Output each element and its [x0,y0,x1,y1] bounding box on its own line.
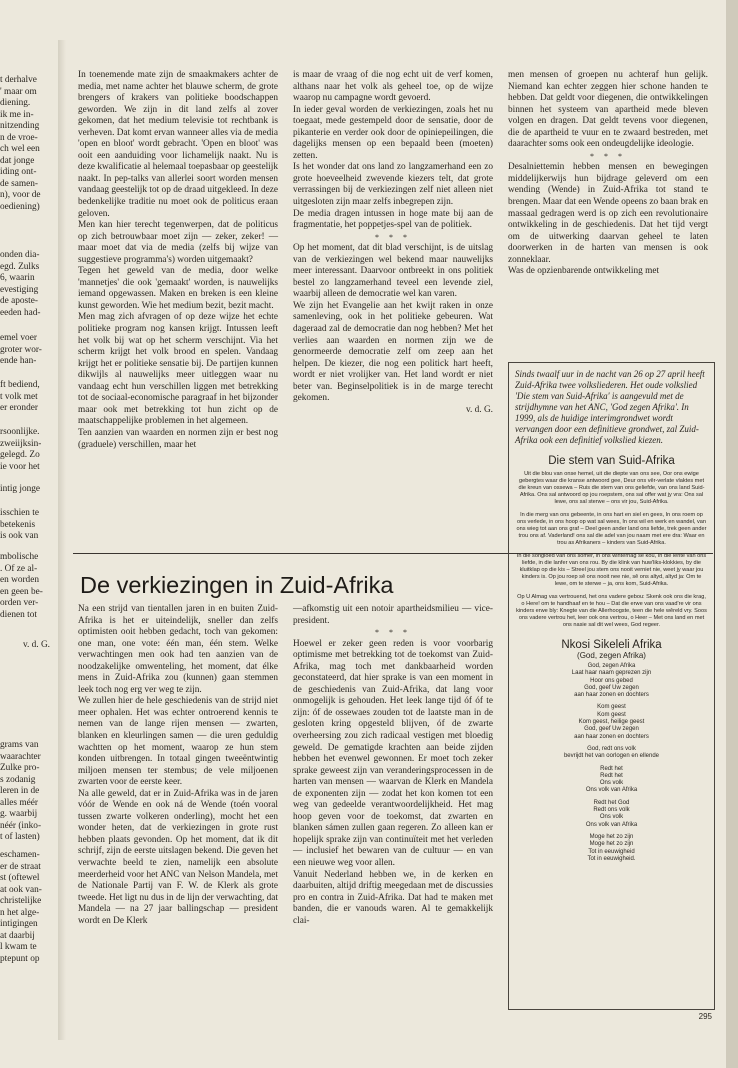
fragment-line: n de vroe- [0,132,38,143]
fragment-line: diening. [0,98,31,109]
nkosi-line: Ons volk van Afrika [585,821,638,828]
fragment-top [0,75,56,214]
nkosi-line: aan haar zonen en dochters [574,733,649,740]
paragraph: Men kan hier terecht tegenwerpen, dat de politicus op zich betrouwbaar moet zijn — zeker, zeker! — maar moet dat via de media (zelfs bij wijze van suggestieve programma's) worden uitgemaakt? [78,220,278,265]
anthem-title-nkosi: Nkosi Sikeleli Afrika [561,639,662,651]
fragment-line: n), voor de [0,190,41,201]
page-number: 295 [698,1012,712,1021]
fragment-line: t volk met [0,391,38,402]
fragment-line: ft bediend, [0,380,40,390]
nkosi-line: Ons volk [599,780,624,787]
nkosi-stanza [509,800,714,829]
fragment-line: mbolische [0,552,39,562]
fragment-mid4 [0,427,56,473]
nkosi-line: God, geef Uw zegen [584,726,639,733]
anthem-subtitle-nkosi: (God, zegen Afrika) [577,651,646,660]
fragment-low2 [0,850,56,965]
article-headline: De verkiezingen in Zuid-Afrika [80,572,394,598]
fragment-line: leren in de [0,786,40,797]
nkosi-line: Kom geest, heilige geest [578,719,645,726]
nkosi-line: bevrijdt het van oorlogen en ellende [563,753,660,760]
fragment-line: eschamen- [0,850,40,860]
section-separator-stars: * * * [375,628,411,638]
nkosi-stanza [509,663,714,699]
fragment-line: t derhalve [0,75,37,85]
fragment-line: néér (inko- [0,820,42,831]
anthem-intro: Sinds twaalf uur in de nacht van 26 op 27 april heeft Zuid-Afrika twee volksliederen. Het oude volkslied 'Die stem van Suid-Afrika' is aangevuld met de strijdhymne van het ANC, 'God zegen Afrika'. In 1999, als de huidige interimgrondwet wordt vervangen door een definitieve grondwet, zal Zuid-Afrika ook een definitief volkslied kiezen. [515,369,705,445]
fragment-line: ch wel een [0,144,40,155]
fragment-line: ie voor het [0,461,40,472]
paragraph: In ieder geval worden de verkiezingen, zoals het nu toegaat, mede gestempeld door de sensatie, door de pikanterie en verder ook door de opiniepeilingen, die dagelijks mensen op een bepaald been (moeten) zetten. [293,104,493,161]
paragraph: In toenemende mate zijn de smaakmakers achter de media, met name achter het blauwe scherm, de grote brengers of krakers van politieke boodschappen geworden. We zijn in dit land zelfs al zover gekomen, dat het medium televisie tot rechtbank is verheven. Dat komt ervan wanneer alles via de media 'open en bloot' wordt gebracht. 'Open en bloot' was ooit een aanduiding voor lichamelijk naakt. Nu is deze kwalificatie al helemaal toepasbaar op geestelijk naakt. In pep-talks van allerlei soort worden mensen vandaag geestelijk tot op de draad uitgekleed. In deze bedenkelijke traditie nu moet ook de politicus eraan geloven. [78,70,278,219]
paragraph: We zijn het Evangelie aan het kwijt raken in onze samenleving, ook in het politieke gebeuren. Wat dageraad zal de democratie dan nog hebben? Met het verlies aan waarden en normen zijn we de genormeerde democratie zelf om zeep aan het helpen. De kiezer, die nog een politick hart heeft, wordt er niet vrolijker van. Het land wordt er niet beter van. Beginselpolitiek is in de marge terecht gekomen. [293,300,493,404]
fragment-mid5 [0,484,56,496]
fragment-line: dat jonge [0,155,35,166]
anthem-sidebar-box [508,362,715,1010]
nkosi-line: Moge het zo zijn [589,841,634,848]
nkosi-line: Tot in eeuwigheid [588,848,635,855]
paragraph: Tegen het geweld van de media, door welke 'mannetjes' die ook 'gemaakt' worden, is nauwelijks iemand opgewassen. Maken en breken is een kleine kunst geworden. Wie het medium bezit, bezit macht. [78,266,278,311]
nkosi-stanza [509,766,714,795]
paragraph: —afkomstig uit een notoir apartheidsmilieu — vice-president. [293,604,493,626]
fragment-line: en worden [0,575,39,586]
fragment-mid6 [0,508,56,543]
fragment-line: de samen- [0,178,38,189]
fragment-line: alles méér [0,797,38,808]
fragment-line: iding ont- [0,167,37,178]
paragraph: Desalniettemin hebben mensen en bewegingen middelijkerwijs hun bijdrage geleverd om een wending (Wende) in Zuid-Afrika tot stand te brengen. Maar dat een Wende opeens zo baan brak en massaal gedragen werd is op zich een revolutionaire ontwikkeling in de geschiedenis. Dat het tijd vergt om de uitwerking daarvan geheel te laten doorwerken in de harten van mensen is ook zonneklaar. [508,162,708,265]
paragraph: Vanuit Nederland hebben we, in de kerken en daarbuiten, altijd driftig meegedaan met de discussies pro en contra in Zuid-Afrika. Dat had te maken met banden, die er vanouds waren. Al te gemakkelijk clai- [293,869,493,926]
nkosi-line: Redt het God [593,799,630,806]
fragment-line: er de straat [0,861,41,872]
fragment-line: at ook van- [0,884,42,895]
nkosi-line: Kom geest [597,711,626,718]
fragment-line: is ook van [0,531,39,542]
sa-article-column-3 [508,70,708,278]
fragment-line: . Of ze al- [0,563,38,574]
fragment-line: Zulke pro- [0,763,40,774]
nkosi-line: Tot in eeuwigheid. [587,855,636,862]
paragraph: Is het wonder dat ons land zo langzamerhand een zo grote hoeveelheid zwevende kiezers telt, dat grote verrassingen bij de verkiezingen zelf niet alleen niet uitgesloten zijn maar zelfs inbegrepen zijn. [293,162,493,208]
nkosi-line: Kom geest [597,704,626,711]
nkosi-line: God, redt ons volk [587,745,636,752]
fragment-line: n het alge- [0,907,40,918]
fragment-line: er eronder [0,403,38,414]
section-separator-stars: * * * [590,151,626,161]
fragment-line: s zodanig [0,774,36,785]
paragraph: Op het moment, dat dit blad verschijnt, is de uitslag van de verkiezingen wel bekend maar nauwelijks meer interessant. Daarvoor ontbreekt in ons politiek bestel zo langzamerhand teveel een levende ziel, waarbij alleen de democratie wel kan varen. [293,243,493,300]
section-separator-stars: * * * [375,232,411,242]
nkosi-line: aan haar zonen en dochters [574,692,649,699]
fragment-line: waarachter [0,751,41,762]
fragment-line: 6, waarin [0,273,35,284]
nkosi-line: Ons volk van Afrika [585,787,638,794]
paragraph: Ten aanzien van waarden en normen zijn er best nog (graduele) verschillen, maar het [78,427,278,450]
fragment-line: st (oftewel [0,873,40,884]
sa-article-column-1 [78,604,278,927]
fragment-line: grams van [0,740,39,750]
fragment-line: eeden had- [0,307,41,318]
nkosi-line: God, zegen Afrika [587,663,636,669]
nkosi-line: Moge het zo zijn [589,833,634,840]
anthem-stanza: In die merg van ons gebeente, in ons hart en siel en gees, In ons roem op ons verlede, in ons hoop op wat sal wees, In ons wil en werk en wandel, van ons wieg tot aan ons graf – Deel geen ander land ons liefde, trek geen ander trou ons af. Vaderland! ons sal die adel van jou naam met ere dra: Waar en trou as Afrikaners – kinders van Suid-Afrika. [516,512,707,546]
fragment-line: en geen be- [0,586,43,597]
fragment-line: t of lasten) [0,832,40,843]
fragment-line: rsoonlijke. [0,427,40,437]
binding-edge [726,0,738,1068]
fragment-line: emel voer [0,333,37,343]
paragraph: Na een strijd van tientallen jaren in en buiten Zuid-Afrika is het er uiteindelijk, sneller dan zelfs optimisten ooit hebben gedacht, toch van gekomen: one man, one vote: één man, één stem. Welke verwachtingen men ook had ten aanzien van de noodzakelijke omwenteling, het moment, dat élke mens in Zuid-Afrika zou (kunnen) gaan stemmen leek toch nog erg ver weg te zijn. [78,604,278,695]
media-article-column-2 [293,70,493,416]
paragraph: Men mag zich afvragen of op deze wijze het echte politieke program nog kansen krijgt. Intussen leeft het volk bij wat op het scherm verschijnt. Via het scherm krijgt het volk brood en spelen. Vandaag krijgt het er politieke sensatie bij. De partijen kunnen dikwijls al nauwelijks meer uitleggen waar nu vandaag echt hun verschillen liggen met betrekking tot de sociaal-economische paragraaf in het bijzonder maar ook met betrekking tot hun zicht op de maatschappelijke problemen in het algemeen. [78,312,278,427]
nkosi-line: Redt het [600,765,623,772]
fragment-line: isschien te [0,508,39,518]
media-article-column-1 [78,70,278,451]
fragment-line: at daarbij [0,930,35,941]
fragment-line: ptepunt op [0,953,40,964]
nkosi-line: Hoor ons gebed [590,677,633,684]
nkosi-stanza [509,704,714,740]
paragraph: Was de opzienbarende ontwikkeling met [508,266,660,277]
fragment-line: intig jonge [0,484,41,494]
fragment-line: de aposte- [0,296,38,307]
anthem-stanza: Uit die blou van onse hemel, uit die diepte van ons see, Oor ons ewige gebergtes waar die kranse antwoord gee, Deur ons vêr-verlate vlaktes met die kreun van ossewa – Ruis die stem van ons geliefde, van ons land Suid-Afrika. Ons sal antwoord op jou roepstem, ons sal offer wat jy vra: Ons sal lewe, ons sal sterwe – ons vir jou, Suid-Afrika. [518,471,705,505]
paragraph: men mensen of groepen nu achteraf hun gelijk. Niemand kan echter zeggen hier schone handen te hebben. Dat geldt voor diegenen, die ontwikkelingen binnen het systeem van apartheid mede bleven volgen en dragen. Dat geldt tevens voor diegenen, die de apartheid te vuur en te zwaard bestreden, met daarachter soms ook een ondeugdelijke ideologie. [508,70,708,150]
fragment-line: g. waarbij [0,809,38,820]
fragment-line: betekenis [0,519,36,530]
fragment-mid1 [0,250,56,319]
sa-article-column-2 [293,604,493,927]
fragment-line: nitzending [0,121,40,132]
paragraph: De media dragen intussen in hoge mate bij aan de fragmentatie, het poppetjes-spel van de politiek. [293,208,493,231]
anthem-stanza: In die songloed van ons somer, in ons winternag se kou, In die lente van ons liefde, in die lanfer van ons rou. By die klink van huw'liks-klokkies, by die kluitklap op die kis – Streel jou stem ons nooit verniet nie, weet jy waar jou kinders is. Op jou roep sê ons nooit nee nie, sê ons altyd, altyd ja: Om te lewe, om te sterwe – ja, ons kom, Suid-Afrika. [516,553,707,587]
anthem-title-die-stem: Die stem van Suid-Afrika [548,455,675,467]
fragment-line: egd. Zulks [0,261,40,272]
fragment-line: intigingen [0,919,38,930]
fragment-line: oediening) [0,202,40,213]
nkosi-line: Ons volk [599,814,624,821]
fragment-line: zweiijksin- [0,438,42,449]
page-gutter-shadow [58,40,66,1040]
nkosi-line: Redt het [600,772,623,779]
author-signature: v. d. G. [465,404,493,415]
fragment-line: gelegd. Zo [0,450,40,461]
fragment-line: evestiging [0,284,39,295]
fragment-low1 [0,740,56,844]
paragraph: Na alle geweld, dat er in Zuid-Afrika was in de jaren vóór de Wende en ook ná de Wende (toén vooral tussen zwarte volkeren onderling), mocht het een wonder heten, dat de verkiezingen in grote rust hebben plaats gevonden. Op het moment, dat ik dit schrijf, zijn de eerste uitslagen bekend. Die geven het verwachte beeld te zien, namelijk een absolute meerderheid voor het ANC van Nelson Mandela, met de Nationale Partij van F. W. de Klerk als grote tweede. Het ligt nu dus in de lijn der verwachting, dat Mandela — na 27 jaar ballingschap — president wordt en De Klerk [78,788,278,926]
anthem-stanza: Op U Almag vas vertrouend, het ons vadere gebou: Skenk ook ons die krag, o Here! om te handhaaf en te hou – Dat die erwe van ons vaad're vir ons kinders erwe bly: Knegte van die Allerhoogste, teen die hele wêreld vry. Soos ons vadere vertrou het, leer ook ons vertrou, o Heer – Met ons land en met ons nasie sal dit wel wees, God regeer. [516,594,707,628]
fragment-line: ik me in- [0,109,34,120]
fragment-line: groter wor- [0,344,42,355]
fragment-mid2 [0,333,56,368]
fragment-mid3 [0,380,56,415]
fragment-line: dienen tot [0,609,37,620]
nkosi-line: Laat haar naam geprezen zijn [571,670,652,677]
fragment-line: ' maar om [0,86,37,97]
fragment-signature [0,640,50,652]
fragment-mid7 [0,552,56,621]
fragment-line: ende han- [0,356,37,367]
fragment-line: l kwam te [0,942,37,953]
paragraph: is maar de vraag of die nog echt uit de verf komen, althans naar het volk als geheel toe, op de wijze waarop nu campagne wordt gevoerd. [293,70,493,104]
fragment-line: onden dia- [0,250,40,260]
paragraph: We zullen hier de hele geschiedenis van de strijd niet meer ophalen. Het was echter ontroerend kennis te nemen van de lange rijen mensen — zwarten, blanken en kleurlingen samen — die uren geduldig wachtten op het moment, waarop ze hun stem konden uitbrengen. In totaal gingen tweeëntwintig miljoen mensen ter stembus; de vele miljoenen zwarten voor de eerste keer. [78,696,278,788]
nkosi-line: Redt ons volk [593,807,630,814]
nkosi-line: God, geef Uw zegen [584,684,639,691]
paragraph: Hoewel er zeker geen reden is voor voorbarig optimisme met betrekking tot de toekomst van Zuid-Afrika, mag toch met dankbaarheid worden geconstateerd, dat hier sprake is van een moment in de geschiedenis van Zuid-Afrika, dat lang voor onmogelijk is gehouden. Het leek lange tijd óf óf te zijn: óf de ossewaes zouden tot de laatste man in de gesloten kring opgesteld blijven, óf de zwarte overheersing zou zich radicaal vestigen met bloedig geweld. De gematigde krachten aan beide zijden hebben het evenwel gewonnen. Er moet toch zeker sprake geweest zijn van veranderingsprocessen in de harten van mensen — waarvan de Klerk en Mandela de exponenten zijn — zodat het kon komen tot een weg van gedeelde verantwoordelijkheid. Het mag hoop geven voor de toekomst, dat zwarten en blanken sámen zullen gaan regeren. Zo alleen kan er hopelijk sprake zijn van continuïteit met het verleden — inclusief het bewaren van de cultuur — en van een nieuwe weg voor allen. [293,638,493,869]
fragment-line: orden ver- [0,598,39,609]
nkosi-stanza [509,746,714,761]
fragment-line: v. d. G. [22,640,50,650]
fragment-line: christelijke [0,896,42,907]
nkosi-stanza [509,834,714,863]
